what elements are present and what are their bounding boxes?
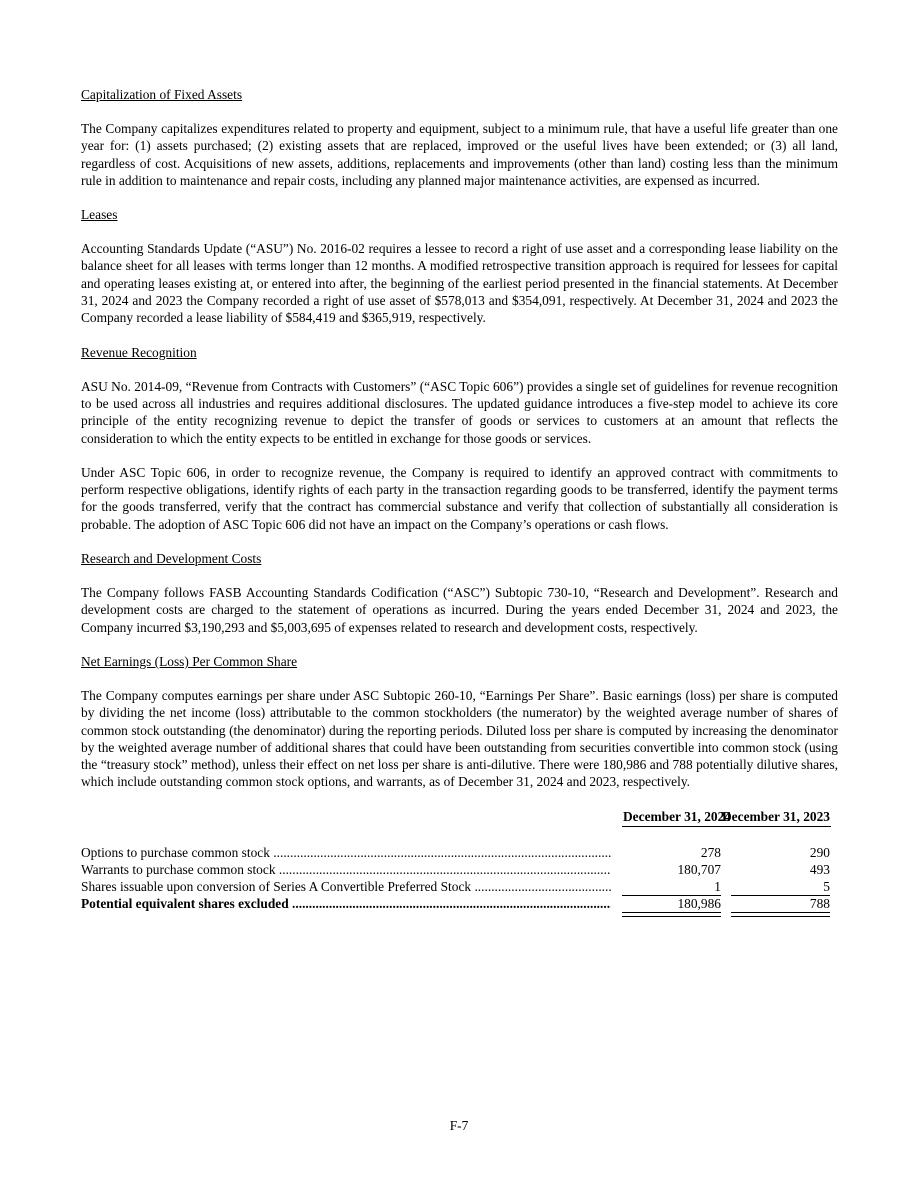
double-underline xyxy=(731,912,830,917)
value-2024: 180,707 xyxy=(677,861,721,877)
table-row xyxy=(81,861,838,878)
dilutive-shares-table xyxy=(81,808,838,913)
value-2023: 493 xyxy=(809,861,830,877)
double-underline xyxy=(622,912,721,917)
row-label: Options to purchase common stock ..... xyxy=(81,844,611,861)
section-heading: Capitalization of Fixed Assets xyxy=(81,87,243,102)
section-net-earnings xyxy=(81,653,838,791)
row-label: Shares issuable upon conversion of Series A Convertible Preferred Stock ..... xyxy=(81,878,611,895)
section-heading: Leases xyxy=(81,207,118,223)
value-2024: 278 xyxy=(700,844,721,860)
column-header-2024: December 31, 2024 xyxy=(622,808,732,827)
paragraph: Under ASC Topic 606, in order to recognize revenue, the Company is required to identify an approved contract with commitments to perform respective obligations, identify rights of each party in the transaction regarding goods to be transferred, identify the payment terms for the goods transferred, verify that the contract has commercial substance and verify that collection of substantially all consideration is probable. The adoption of ASC Topic 606 did not have an impact on the Company’s operations or cash flows. xyxy=(81,464,838,532)
column-header-2023: December 31, 2023 xyxy=(721,808,831,827)
section-heading: Net Earnings (Loss) Per Common Share xyxy=(81,653,298,669)
table-total-row xyxy=(81,895,838,912)
value-2023: 290 xyxy=(809,844,830,860)
section-research-development xyxy=(81,550,838,636)
section-leases xyxy=(81,206,838,326)
document-page xyxy=(81,86,838,912)
section-heading: Revenue Recognition xyxy=(81,344,197,360)
paragraph: Accounting Standards Update (“ASU”) No. 2016-02 requires a lessee to record a right of use asset and a corresponding lease liability on the balance sheet for all leases with terms longer than 12 months. A modified retrospective transition approach is required for lessees for capital and operating leases existing at, or entered into after, the beginning of the earliest period presented in the financial statements. At December 31, 2024 and 2023 the Company recorded a right of use asset of $578,013 and $354,091, respectively. At December 31, 2024 and 2023 the Company recorded a lease liability of $584,419 and $365,919, respectively. xyxy=(81,241,838,326)
value-2024: 1 xyxy=(714,879,721,895)
paragraph: The Company capitalizes expenditures related to property and equipment, subject to a minimum rule, that have a useful life greater than one year for: (1) assets purchased; (2) existing assets that are replaced, improved or the useful lives have been extended; or (3) all land, regardless of cost. Acquisitions of new assets, additions, replacements and improvements (other than land) costing less than the minimum rule in addition to maintenance and repair costs, including any planned major maintenance activities, are expensed as incurred. xyxy=(81,121,838,188)
page-number: F-7 xyxy=(449,1118,469,1133)
paragraph: The Company follows FASB Accounting Standards Codification (“ASC”) Subtopic 730-10, “Research and Development”. Research and development costs are charged to the statement of operations as incurred. During the years ended December 31, 2024 and 2023, the Company incurred $3,190,293 and $5,003,695 of expenses related to research and development costs, respectively. xyxy=(81,585,838,635)
table-row xyxy=(81,878,838,895)
total-2024: 180,986 xyxy=(677,896,721,912)
table-row xyxy=(81,844,838,861)
section-revenue-recognition xyxy=(81,344,838,533)
table-header xyxy=(81,808,838,844)
section-capitalization xyxy=(81,86,838,189)
section-heading: Research and Development Costs xyxy=(81,551,262,567)
paragraph: ASU No. 2014-09, “Revenue from Contracts with Customers” (“ASC Topic 606”) provides a single set of guidelines for revenue recognition to be used across all industries and requires additional disclosures. The updated guidance introduces a five-step model to achieve its core principle of the entity recognizing revenue to depict the transfer of goods or services to customers at an amount that reflects the consideration to which the entity expects to be entitled in exchange for those goods or services. xyxy=(81,378,838,446)
row-label: Warrants to purchase common stock ..... xyxy=(81,861,611,878)
total-label: Potential equivalent shares excluded ..... xyxy=(81,895,611,912)
value-2023: 5 xyxy=(823,879,830,895)
paragraph: The Company computes earnings per share under ASC Subtopic 260-10, “Earnings Per Share”. Basic earnings (loss) per share is computed by dividing the net income (loss) attributable to the common stockholders (the numerator) by the weighted average number of shares of common stock outstanding (the denominator) during the reporting periods. Diluted loss per share is computed by increasing the denominator by the weighted average number of additional shares that could have been outstanding from securities convertible into common stock (using the “treasury stock” method), unless their effect on net loss per share is anti-dilutive. There were 180,986 and 788 potentially dilutive shares, which include outstanding common stock options, and warrants, as of December 31, 2024 and 2023, respectively. xyxy=(81,687,838,790)
total-2023: 788 xyxy=(809,896,830,912)
